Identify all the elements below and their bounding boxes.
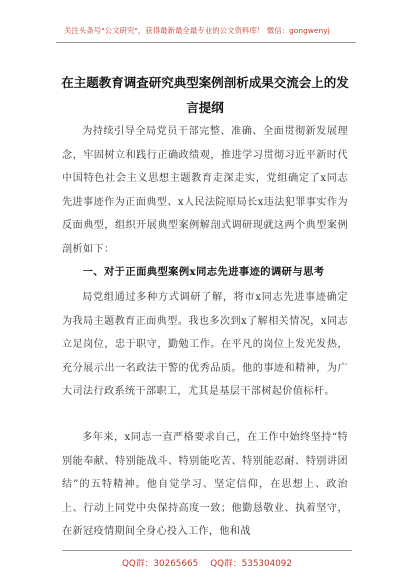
paragraph-section-body-2: 多年来，x同志一直严格要求自己，在工作中始终坚持“特别能奉献、特别能战斗、特别能吃苦、特别能忍耐、特别讲团结”的五特精神。他自觉学习、坚定信仰，在思想上、政治上、行动上同党中央保持高度一致；他勤恳敬业、执着坚守，在新冠疫情期间全身心投入工作，他和战 <box>62 432 348 537</box>
page-header <box>56 22 356 43</box>
paragraph-intro: 为持续引导全局党员干部完整、准确、全面贯彻新发展理念，牢固树立和践行正确政绩观，推进学习贯彻习近平新时代中国特色社会主义思想主题教育走深走实，党组确定了x同志先进事迹作为正面典型、x人民法院原局长x违法犯罪事实作为反面典型，组织开展典型案例解剖式调研现就这两个典型案例剖析如下： <box>62 126 348 255</box>
footer-qq-group-2: QQ群：535304092 <box>210 559 293 569</box>
section-heading: 一、对于正面典型案例x同志先进事迹的调研与思考 <box>82 266 325 278</box>
page-footer <box>62 550 352 573</box>
paragraph-section-body-1: 局党组通过多种方式调研了解，将市x同志先进事迹确定为我局主题教育正面典型。我也多次到x了解相关情况，x同志立足岗位，忠于职守，勤勉工作。在平凡的岗位上发光发热，充分展示出一名政法干警的优秀品质。他的事迹和精神，为广大司法行政系统干部职工，尤其是基层干部树起价值标杆。 <box>62 292 348 397</box>
document-title: 在主题教育调查研究典型案例剖析成果交流会上的发言提纲 <box>61 75 349 115</box>
footer-qq-groups <box>62 558 352 570</box>
footer-qq-group-1: QQ群：30265665 <box>121 559 199 569</box>
header-promo-text: 关注头条号"公文研究"，获得最新最全最专业的公文资料库！ 微信：gongwenyj <box>64 26 330 35</box>
